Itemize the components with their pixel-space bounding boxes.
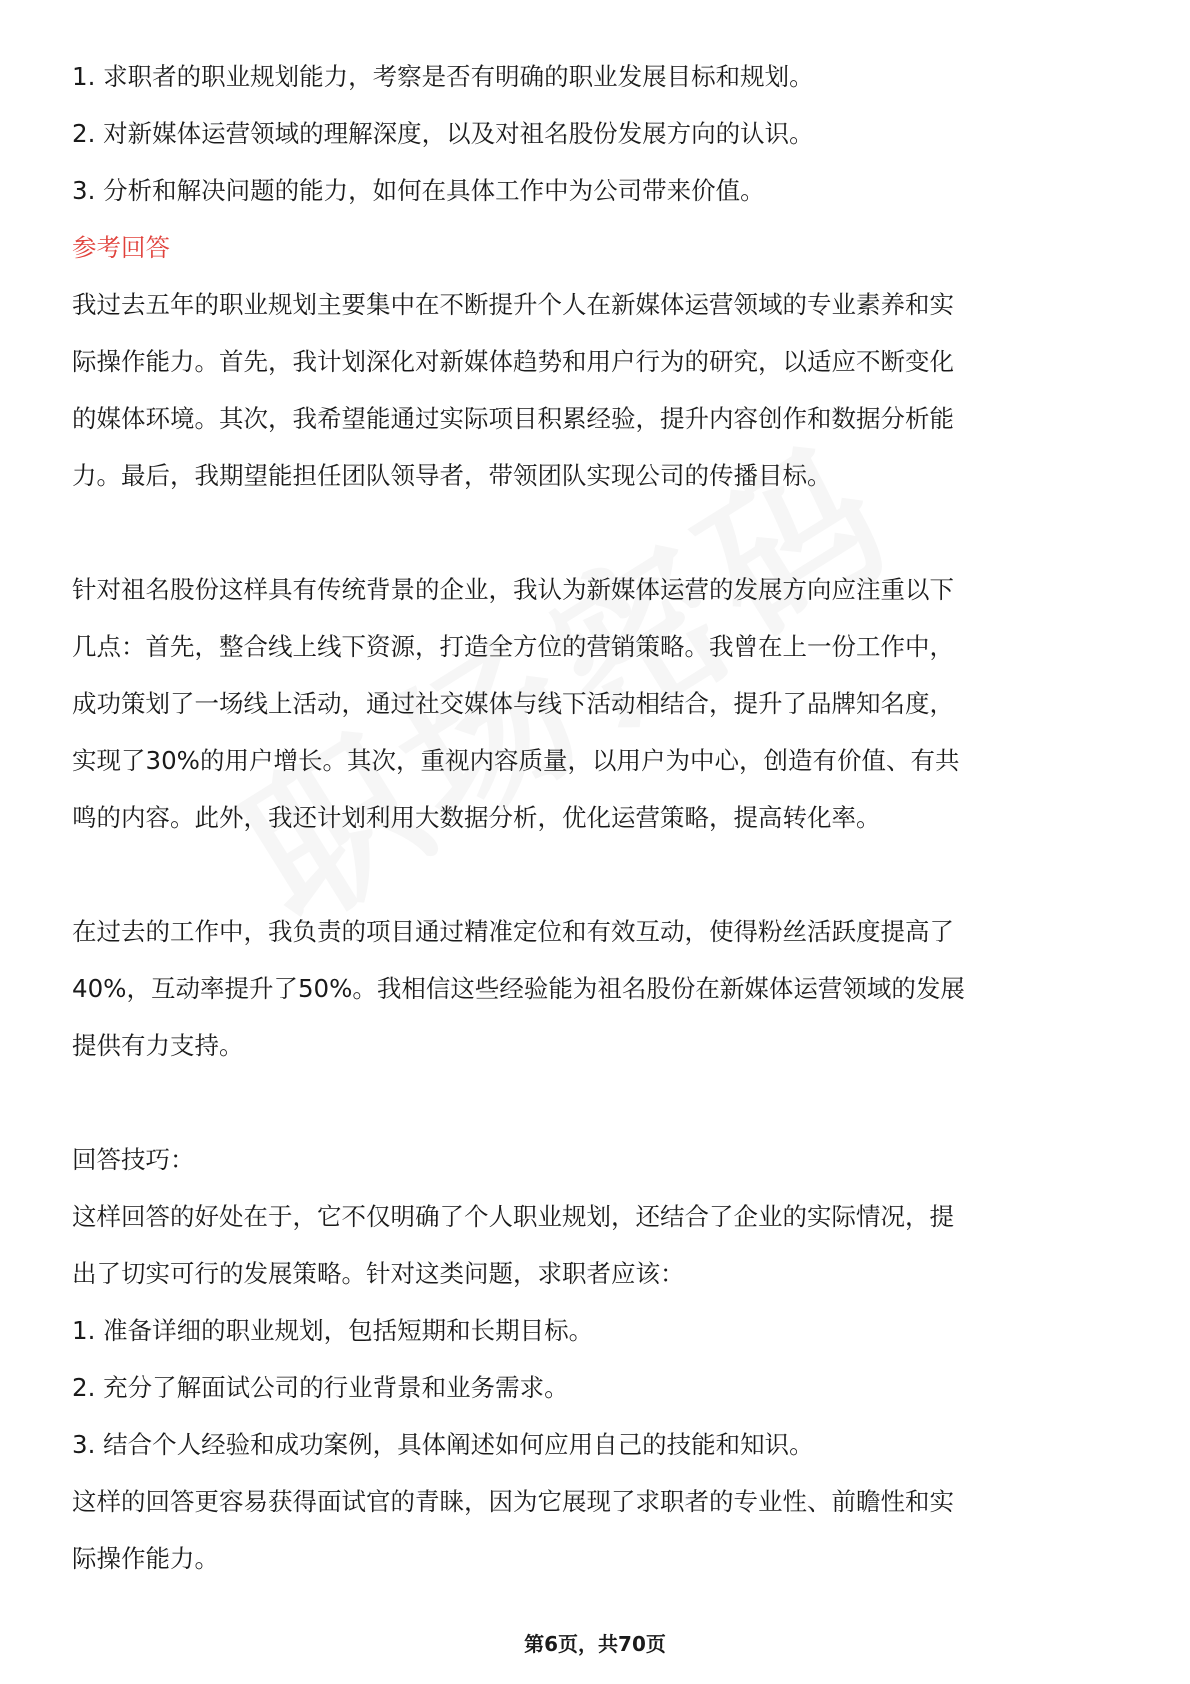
reference-heading: 参考回答 (72, 233, 170, 262)
answer-paragraph-2 (72, 575, 1122, 860)
paragraph-line: 针对祖名股份这样具有传统背景的企业，我认为新媒体运营的发展方向应注重以下 (72, 575, 954, 604)
list-item: 2. 对新媒体运营领域的理解深度，以及对祖名股份发展方向的认识。 (72, 119, 814, 148)
top-list (72, 62, 1122, 233)
tips-list (72, 1316, 1122, 1487)
list-item: 1. 求职者的职业规划能力，考察是否有明确的职业发展目标和规划。 (72, 62, 814, 91)
paragraph-line: 力。最后，我期望能担任团队领导者，带领团队实现公司的传播目标。 (72, 461, 832, 490)
document-page (72, 62, 1122, 1601)
paragraph-line: 成功策划了一场线上活动，通过社交媒体与线下活动相结合，提升了品牌知名度， (72, 689, 954, 718)
paragraph-line: 提供有力支持。 (72, 1031, 244, 1060)
paragraph-line: 几点：首先，整合线上线下资源，打造全方位的营销策略。我曾在上一份工作中， (72, 632, 954, 661)
paragraph-line: 这样回答的好处在于，它不仅明确了个人职业规划，还结合了企业的实际情况，提 (72, 1202, 954, 1231)
spacer (72, 518, 1122, 575)
paragraph-line: 实现了30%的用户增长。其次，重视内容质量，以用户为中心，创造有价值、有共 (72, 746, 960, 775)
answer-paragraph-3 (72, 917, 1122, 1088)
tips-conclusion (72, 1487, 1122, 1601)
paragraph-line: 鸣的内容。此外，我还计划利用大数据分析，优化运营策略，提高转化率。 (72, 803, 881, 832)
list-item: 2. 充分了解面试公司的行业背景和业务需求。 (72, 1373, 569, 1402)
list-item: 3. 结合个人经验和成功案例，具体阐述如何应用自己的技能和知识。 (72, 1430, 814, 1459)
spacer (72, 860, 1122, 917)
paragraph-line: 际操作能力。首先，我计划深化对新媒体趋势和用户行为的研究，以适应不断变化 (72, 347, 954, 376)
tips-heading: 回答技巧： (72, 1145, 195, 1174)
list-item: 3. 分析和解决问题的能力，如何在具体工作中为公司带来价值。 (72, 176, 765, 205)
list-item: 1. 准备详细的职业规划，包括短期和长期目标。 (72, 1316, 594, 1345)
paragraph-line: 际操作能力。 (72, 1544, 219, 1573)
paragraph-line: 这样的回答更容易获得面试官的青睐，因为它展现了求职者的专业性、前瞻性和实 (72, 1487, 954, 1516)
paragraph-line: 我过去五年的职业规划主要集中在不断提升个人在新媒体运营领域的专业素养和实 (72, 290, 954, 319)
tips-intro (72, 1202, 1122, 1316)
paragraph-line: 40%，互动率提升了50%。我相信这些经验能为祖名股份在新媒体运营领域的发展 (72, 974, 965, 1003)
answer-paragraph-1 (72, 290, 1122, 518)
paragraph-line: 的媒体环境。其次，我希望能通过实际项目积累经验，提升内容创作和数据分析能 (72, 404, 954, 433)
paragraph-line: 在过去的工作中，我负责的项目通过精准定位和有效互动，使得粉丝活跃度提高了 (72, 917, 954, 946)
page-footer: 第6页，共70页 (524, 1632, 666, 1656)
spacer (72, 1088, 1122, 1145)
paragraph-line: 出了切实可行的发展策略。针对这类问题，求职者应该： (72, 1259, 685, 1288)
